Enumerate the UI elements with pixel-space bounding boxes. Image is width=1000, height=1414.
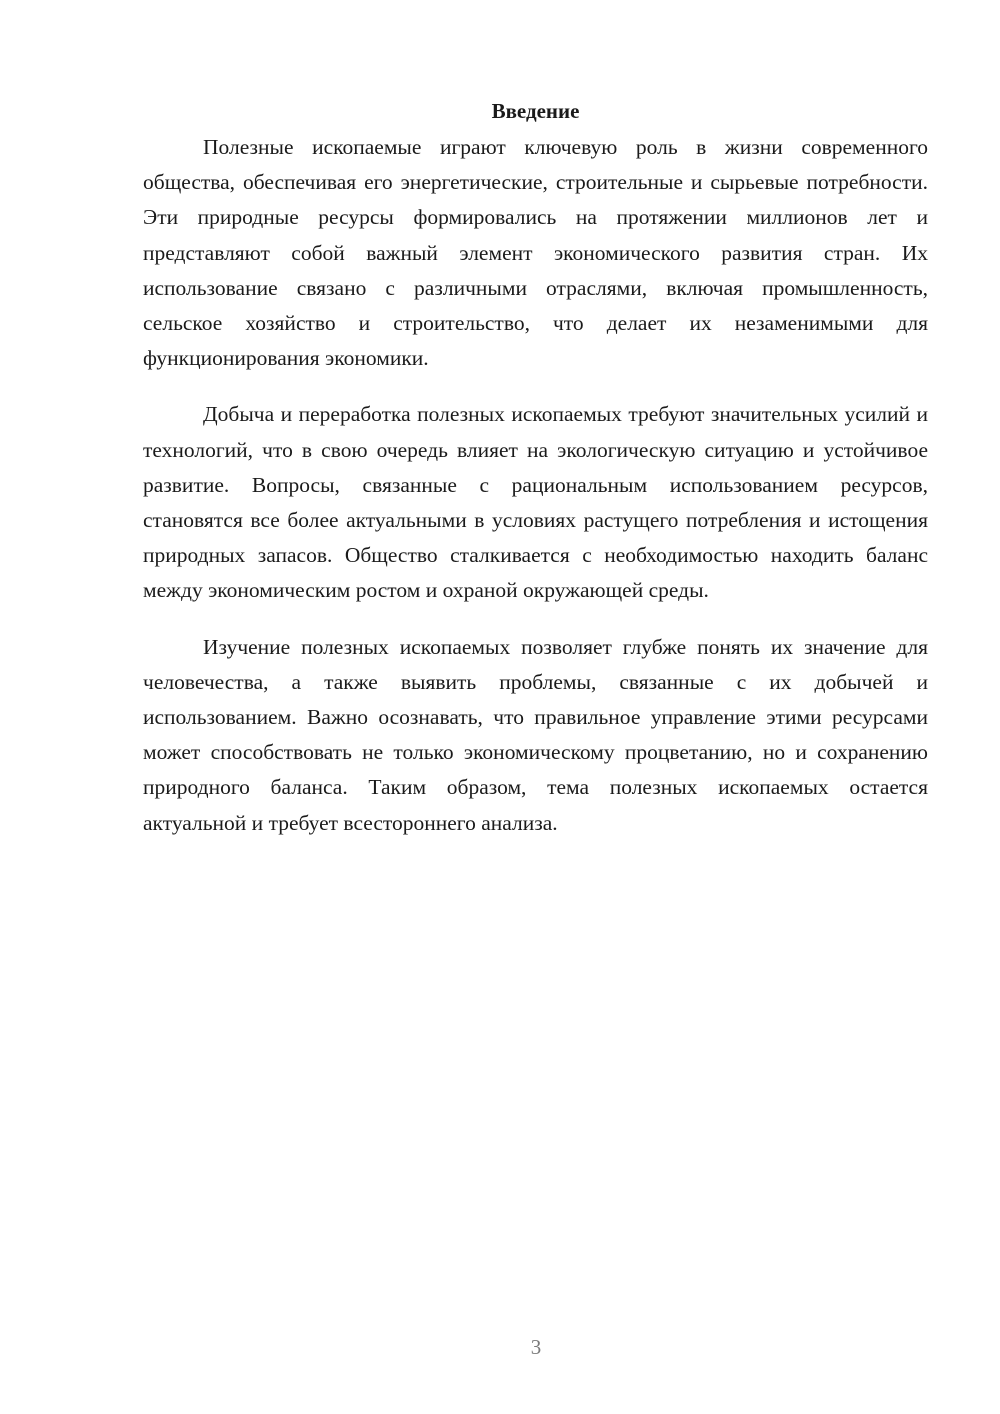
paragraph-1: Полезные ископаемые играют ключевую роль в жизни современного общества, обеспечивая его энергетические, строительные и сырьевые потребности. Эти природные ресурсы формировались на протяжении миллионов лет и представляют собой важный элемент экономического развития стран. Их использование связано с различными отраслями, включая промышленность, сельское хозяйство и строительство, что делает их незаменимыми для функционирования экономики.	[143, 135, 928, 371]
paragraph-3: Изучение полезных ископаемых позволяет глубже понять их значение для человечества, а также выявить проблемы, связанные с их добычей и использованием. Важно осознавать, что правильное управление этими ресурсами может способствовать не только экономическому процветанию, но и сохранению природного баланса. Таким образом, тема полезных ископаемых остается актуальной и требует всестороннего анализа.	[143, 634, 928, 835]
section-title: Введение	[491, 99, 580, 123]
paragraph-2: Добыча и переработка полезных ископаемых требуют значительных усилий и технологий, что в свою очередь влияет на экологическую ситуацию и устойчивое развитие. Вопросы, связанные с рациональным использованием ресурсов, становятся все более актуальными в условиях растущего потребления и истощения природных запасов. Общество сталкивается с необходимостью находить баланс между экономическим ростом и охраной окружающей среды.	[143, 402, 928, 603]
page-number: 3	[530, 1335, 542, 1359]
page-content	[143, 96, 928, 862]
